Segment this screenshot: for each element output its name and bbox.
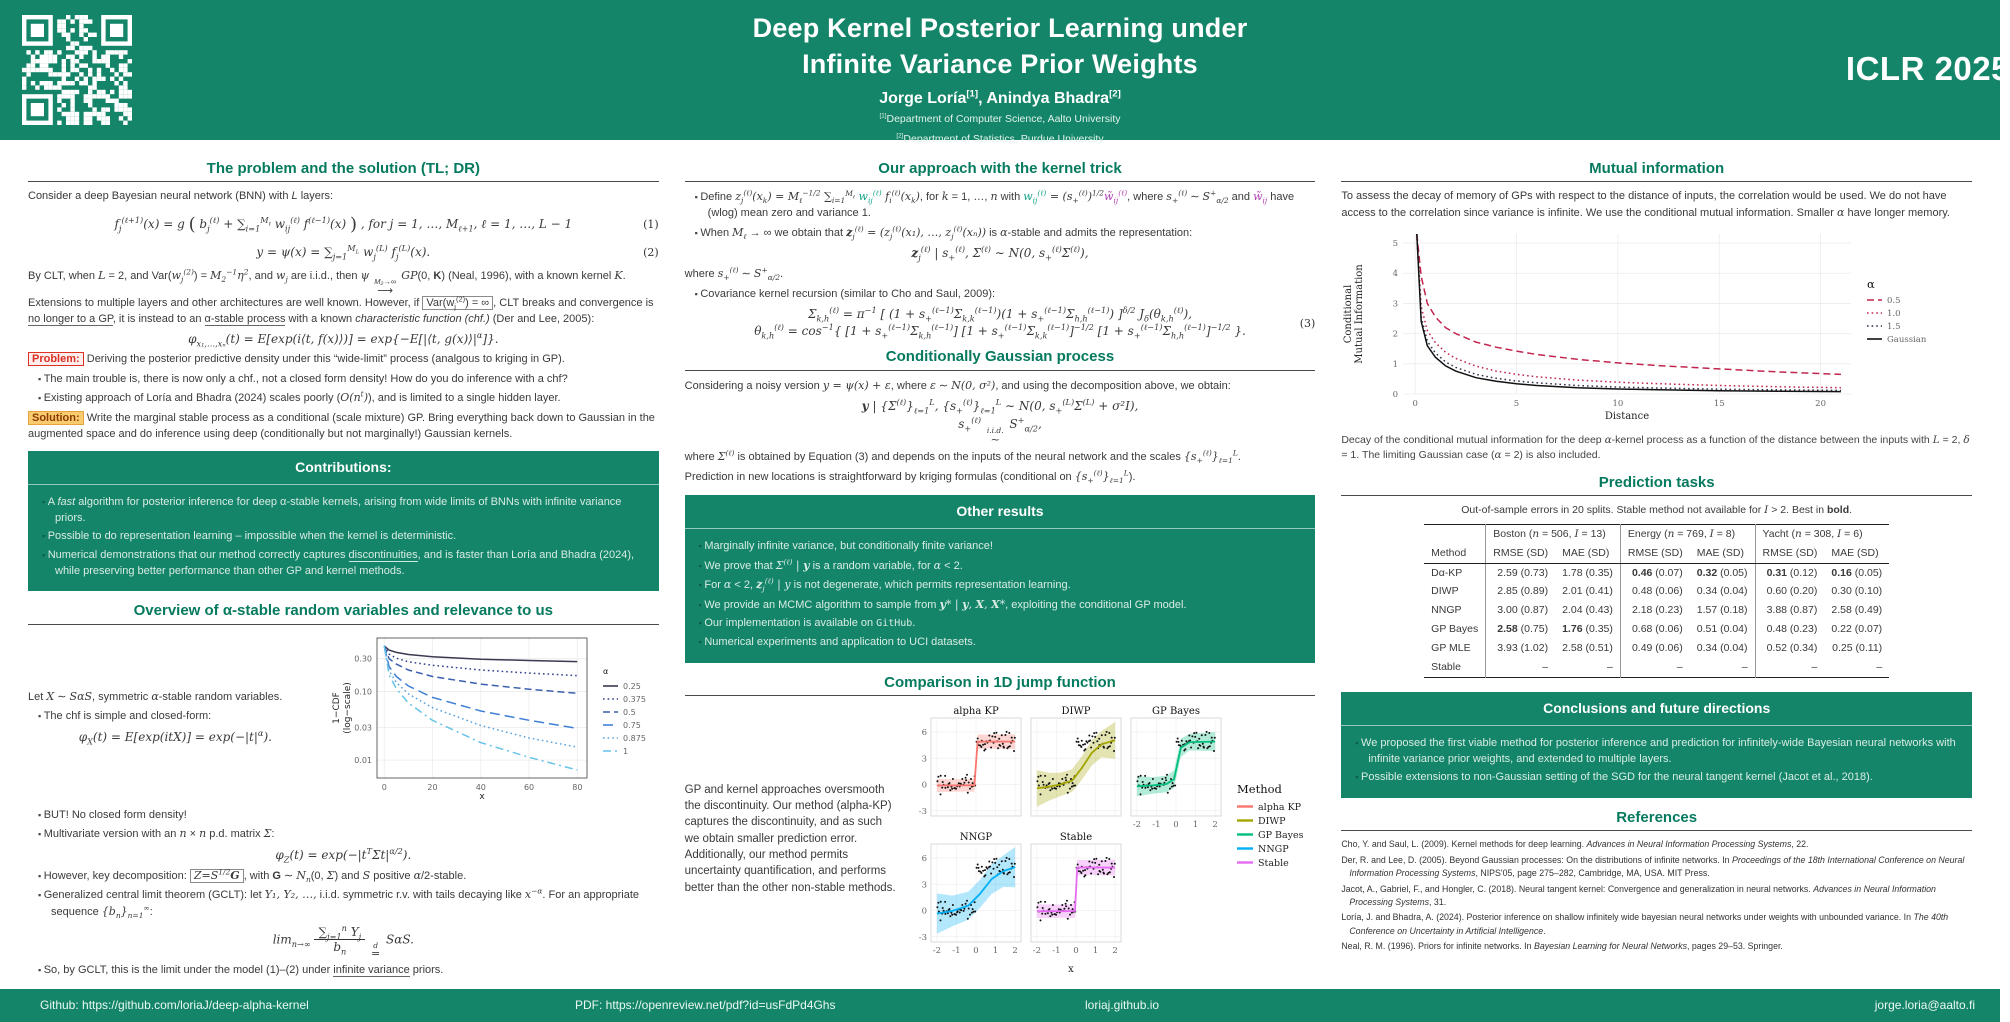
svg-text:1−CDF: 1−CDF — [331, 691, 342, 724]
poster-title-line1: Deep Kernel Posterior Learning under — [752, 13, 1248, 43]
email-link[interactable]: jorge.loria@aalto.fi — [1874, 998, 1975, 1013]
svg-text:20: 20 — [427, 782, 438, 792]
contributions-bullets — [28, 485, 659, 591]
conclusions-box — [1341, 692, 1972, 798]
sas-bullet-decomposition: ▪ However, key decomposition: $Z=S^{1/2}G$ , with G ∼ $N_n(0$, Σ) and S positive α/2-stable. — [38, 868, 659, 885]
divider — [685, 370, 1316, 371]
other-results-box — [685, 495, 1316, 663]
svg-text:4: 4 — [1392, 268, 1399, 279]
sas-bullet-limit: ▪ So, by GCLT, this is the limit under the model (1)–(2) under infinite variance priors. — [38, 963, 659, 979]
sas-bullets-bottom3 — [38, 963, 659, 979]
svg-text:-1: -1 — [952, 945, 961, 956]
svg-text:alpha KP: alpha KP — [1258, 801, 1302, 813]
other-result-bullet: ▪ For α < 2, $z_j^{(\ell)}$ | y is not degenerate, which permits representation learning. — [699, 577, 1302, 594]
equation-1 — [28, 212, 659, 238]
section-title-jump: Comparison in 1D jump function — [884, 673, 1116, 691]
equation-3-line2: $\theta_{k,h}^{(\ell)} = \cos^{-1}${ $[1 + s_+^{(\ell-1)}\Sigma_{k,h}^{(\ell-1)}]$ $[1 + s_+^{(\ell-1)}\Sigma_{k,k}^{(\ell-1)}]^{-1/2}$ $[1 + s_+^{(\ell-1)}\Sigma_{h,h}^{(\ell-1)}]^{-1/2}$ }. — [754, 322, 1246, 341]
equation-2 — [28, 244, 659, 261]
github-link[interactable]: Github: https://github.com/loriaJ/deep-alpha-kernel — [40, 998, 309, 1013]
mutual-information-chart — [1341, 226, 1951, 424]
cg-equation-b: $s_+^{(\ell)}$ i.i.d. ~ $S^+_{\alpha/2}$, — [958, 415, 1042, 446]
sas-chf-equation: $\varphi_X(t) = E[\exp(itX)] = \exp(-|t|^\alpha)$. — [78, 728, 272, 747]
representation-equation: $z_j^{(\ell)}$ | $s_+^{(\ell)}$, $\Sigma^{(\ell)}$ ∼ N(0, $s_+^{(\ell)}\Sigma^{(\ell)}$), — [911, 244, 1089, 263]
divider — [1341, 181, 1972, 182]
svg-text:Conditional: Conditional — [1343, 284, 1355, 343]
gclt-equation: $\lim_{n\to\infty}$ $\frac{\sum_{j=1}^n Y_j}{b_n}$ d = SαS. — [272, 922, 414, 961]
sas-bullets-bottom — [38, 808, 659, 843]
kernel-bullets — [695, 189, 1316, 241]
svg-text:0.10: 0.10 — [353, 686, 372, 696]
sas-bullets-bottom2 — [38, 868, 659, 921]
svg-text:6: 6 — [921, 727, 928, 738]
svg-text:60: 60 — [523, 782, 534, 792]
other-result-bullet: ▪ We provide an MCMC algorithm to sample from y* | y, X, X*, exploiting the conditional GP model. — [699, 597, 1302, 614]
svg-text:1: 1 — [1193, 819, 1199, 830]
svg-text:1.0: 1.0 — [1887, 308, 1901, 319]
jump-description: GP and kernel approaches oversmooth the discontinuity. Our method (alpha-KP) captures the discontinuity, and as such we obtain smaller prediction error. Additionally, our method permits uncertainty quantification, and performs better than the other non-stable methods. — [684, 783, 896, 894]
footer-bar — [0, 989, 2000, 1022]
svg-text:GP Bayes: GP Bayes — [1152, 705, 1201, 717]
pdf-link[interactable]: PDF: https://openreview.net/pdf?id=usFdPd4Ghs — [575, 998, 836, 1013]
other-result-bullet: ▪ Numerical experiments and application to UCI datasets. — [699, 635, 1302, 651]
intro-text: Consider a deep Bayesian neural network (BNN) with L layers: — [28, 190, 334, 203]
equation-3-number: (3) — [1299, 316, 1316, 330]
svg-text:Gaussian: Gaussian — [1887, 334, 1927, 345]
sas-bullet-chf: ▪ The chf is simple and closed-form: — [38, 709, 323, 725]
multivariate-equation: $\varphi_Z(t) = \exp(-|t^T\Sigma t|^{\alpha/2})$. — [275, 845, 412, 865]
svg-text:1: 1 — [1392, 359, 1399, 370]
svg-text:alpha KP: alpha KP — [953, 705, 999, 717]
mi-paragraph: To assess the decay of memory of GPs with respect to the distance of inputs, the correlation would be used. We do not have access to the correlation since variance is infinite. We use the conditional mutual information. Smaller α have longer memory. — [1341, 190, 1950, 219]
svg-text:0.01: 0.01 — [353, 755, 372, 765]
svg-text:-3: -3 — [919, 932, 928, 943]
svg-text:-2: -2 — [1133, 819, 1142, 830]
svg-text:1: 1 — [993, 945, 999, 956]
svg-text:-1: -1 — [1052, 945, 1061, 956]
problem-text: Deriving the posterior predictive density under this “wide-limit” process (analgous to kriging in GP). — [86, 353, 565, 366]
other-result-bullet: ▪ Marginally infinite variance, but conditionally finite variance! — [699, 539, 1302, 555]
column-3 — [1341, 152, 1972, 983]
svg-text:0.875: 0.875 — [622, 733, 646, 743]
sas-bullet-density: ▪ BUT! No closed form density! — [38, 808, 659, 824]
svg-text:Stable: Stable — [1060, 831, 1093, 843]
svg-text:80: 80 — [571, 782, 583, 792]
svg-text:α: α — [1867, 276, 1876, 291]
section-title-cond-gaussian: Conditionally Gaussian process — [885, 348, 1115, 366]
alpha-stable-text — [28, 685, 323, 750]
svg-text:0.30: 0.30 — [353, 654, 372, 664]
svg-text:Distance: Distance — [1605, 410, 1650, 422]
chf-equation: $\varphi_{x_1,\dots,x_n}(t)$ = E[exp(i⟨t, f(x)⟩)] = exp{−E[|⟨t, $g(x)⟩|^\alpha$]}. — [188, 330, 499, 349]
svg-text:3: 3 — [921, 754, 928, 765]
svg-text:3: 3 — [921, 880, 928, 891]
sas-bullet-multivariate: ▪ Multivariate version with an n × n p.d. matrix Σ: — [38, 826, 659, 843]
other-result-bullet: ▪ We prove that $\Sigma^{(\ell)}$ | y is a random variable, for α < 2. — [699, 558, 1302, 575]
sas-bullets-top — [38, 709, 323, 725]
equation-2-number: (2) — [643, 246, 659, 260]
svg-text:0.5: 0.5 — [622, 707, 636, 717]
lab-site-link[interactable]: loriaj.github.io — [1085, 998, 1160, 1013]
affiliation-1: [1]Department of Computer Science, Aalto University — [879, 112, 1121, 125]
authors: Jorge Loría[1], Anindya Bhadra[2] — [879, 88, 1121, 107]
divider — [28, 624, 659, 625]
section-title-kernel-trick: Our approach with the kernel trick — [878, 160, 1122, 177]
divider — [685, 181, 1316, 182]
svg-text:0: 0 — [1412, 398, 1419, 409]
problem-bullet: ▪ Existing approach of Loría and Bhadra (2024) scales poorly $(O(n^t))$, and is limited to a single hidden layer. — [38, 390, 659, 407]
kernel-bullets2 — [695, 287, 1316, 303]
section-title-alpha-stable: Overview of α-stable random variables and relevance to us — [133, 602, 554, 620]
svg-text:20: 20 — [1815, 398, 1827, 409]
reference-item: Loría, J. and Bhadra, A. (2024). Posterior inference on shallow infinitely wide bayesian neural networks under weights with unbounded variance. In The 40th Conference on Uncertainty in Artificial Intelligence. — [1341, 912, 1949, 936]
svg-text:DIWP: DIWP — [1061, 705, 1091, 717]
conclusions-bullets — [1341, 726, 1972, 798]
svg-text:0.25: 0.25 — [622, 681, 641, 691]
svg-text:NNGP: NNGP — [1258, 843, 1289, 855]
equation-2-body: $y = \psi(x) = \sum_{j=1}^{M_L}$ $w_j^{(L)}$ $f_j^{(L)}(x)$. — [256, 243, 431, 262]
equation-3-body — [711, 306, 1290, 340]
svg-text:DIWP: DIWP — [1258, 815, 1286, 827]
svg-text:0.03: 0.03 — [353, 722, 372, 732]
prediction-table: Boston (n = 506, I = 13) Energy (n = 769, I = 8) Yacht (n = 308, I = 6) Method RMSE (SD) MAE (SD) RMSE (SD) MAE (SD) RMSE (SD) MAE (SD) Dα-KP 2.59 (0.73) 1.78 (0.35) 0.46 (0.07) 0.32 (0.05) 0.31 (0.12) 0.16 (0.05) DIWP 2.85 (0.89) 2.01 (0.41) 0.48 (0.06) 0.34 (0.04) 0.60 (0.20) 0.30 (0.10) NNGP 3.00 (0.87) 2.04 (0.43) 2.18 (0.23) 1.57 (0.18) 3.88 (0.87) 2.58 (0.49) GP Bayes 2.58 (0.75) 1.76 (0.35) 0.68 (0.06) 0.51 (0.04) 0.48 (0.23) 0.22 (0.07) GP MLE 3.93 (1.02) 2.58 (0.51) 0.49 (0.06) 0.34 (0.04) 0.52 (0.34) 0.25 (0.11) Stable – – – – – – — [1424, 524, 1889, 678]
kernel-bullet-recursion: ▪ Covariance kernel recursion (similar to Cho and Saul, 2009): — [695, 287, 1316, 303]
section-title-mutual-info: Mutual information — [1589, 160, 1725, 177]
jump-row — [685, 703, 1316, 975]
problem-label: Problem: — [28, 352, 84, 366]
contributions-title: Contributions: — [28, 451, 659, 485]
alpha-stable-row — [28, 632, 659, 804]
svg-text:0: 0 — [381, 782, 387, 792]
cg-paragraph-1: where $\Sigma^{(\ell)}$ is obtained by Equation (3) and depends on the inputs of the neural network and the scales $\{s_+^{(\ell)}\}_{\ell=1}^L$. — [684, 448, 1241, 466]
mi-caption: Decay of the conditional mutual information for the deep α-kernel process as a function of the distance between the inputs with L = 2, δ = 1. The limiting Gaussian case (α = 2) is also included. — [1341, 434, 1970, 462]
svg-text:10: 10 — [1612, 398, 1624, 409]
equation-3-line1: $\Sigma_{k,h}^{(\ell)} = \pi^{-1}$ [ $(1 + s_+^{(\ell-1)}\Sigma_{k,k}^{(\ell-1)})(1 + s_+^{(\ell-1)}\Sigma_{h,h}^{(\ell-1)})$ ]$^{\delta/2}$ $J_\delta(\theta_{k,h}^{(\ell)})$, — [808, 305, 1192, 324]
svg-text:5: 5 — [1392, 238, 1399, 249]
svg-text:0: 0 — [1392, 389, 1399, 400]
contributions-box — [28, 451, 659, 591]
equation-1-number: (1) — [643, 217, 659, 231]
svg-text:2: 2 — [1112, 945, 1119, 956]
svg-text:-3: -3 — [919, 806, 928, 817]
svg-text:NNGP: NNGP — [960, 831, 993, 843]
reference-item: Neal, R. M. (1996). Priors for infinite networks. In Bayesian Learning for Neural Networks, pages 29–53. Springer. — [1341, 941, 1783, 952]
solution-statement — [28, 411, 659, 442]
svg-text:Stable: Stable — [1258, 857, 1290, 869]
cg-paragraph-2: Prediction in new locations is straightforward by kriging formulas (conditional on $\{s_+^{(\ell)}\}_{\ell=1}^L$). — [684, 468, 1136, 486]
equation-1-body: $f_j^{(\ell+1)}(x) = g$ ( $b_j^{(\ell)} + \sum_{i=1}^{M_\ell}$ $w_{ij}^{(\ell)}$ $f^{(\ell-1)}(x)$ ) , for j = 1, …, $M_{\ell+1}$, ℓ = 1, …, L − 1 — [114, 213, 573, 235]
other-results-bullets — [685, 529, 1316, 663]
conference-logo: ICLR 2025 — [1845, 50, 2010, 87]
svg-text:α: α — [602, 666, 608, 676]
header-text — [0, 10, 2000, 147]
svg-text:6: 6 — [921, 853, 928, 864]
svg-text:2: 2 — [1212, 819, 1219, 830]
problem-bullets — [38, 372, 659, 407]
svg-text:0: 0 — [1073, 945, 1080, 956]
svg-text:x: x — [1068, 963, 1075, 975]
contribution-bullet: ▪ Possible to do representation learning – impossible when the kernel is deterministic. — [42, 529, 645, 545]
where-scales: where $s_+^{(\ell)}$ ∼ $S^+_{\alpha/2}$. — [684, 265, 784, 283]
table-caption: Out-of-sample errors in 20 splits. Stable method not available for I > 2. Best in bold. — [1461, 503, 1853, 516]
problem-statement — [28, 352, 659, 368]
kernel-bullet-define: ▪ Define $z_j^{(\ell)}(x_k) = M_\ell^{-1/2}$ $\sum_{i=1}^{M_\ell}$ $w_{ij}^{(\ell)}$ $f_i^{(\ell)}(x_k)$, for k = 1, …, n with $w_{ij}^{(\ell)}$ = $(s_+^{(\ell)})^{1/2}w̃_{ij}^{(\ell)}$, where $s_+^{(\ell)}$ ∼ $S^+_{\alpha/2}$ and $w̃_{ij}$ have (wlog) mean zero and variance 1. — [695, 189, 1316, 221]
svg-text:-2: -2 — [933, 945, 942, 956]
cg-intro: Considering a noisy version y = ψ(x) + ε, where ε ∼ N(0, σ²), and using the decomposition above, we obtain: — [684, 378, 1231, 392]
section-title-problem: The problem and the solution (TL; DR) — [206, 160, 480, 177]
divider — [28, 181, 659, 182]
divider — [1341, 830, 1972, 831]
svg-text:0: 0 — [921, 906, 928, 917]
contribution-bullet: ▪ A fast algorithm for posterior inference for deep α-stable kernels, arising from wide limits of BNNs with infinite variance priors. — [42, 495, 645, 526]
cg-equation-a: y | $\{\Sigma^{(\ell)}\}_{\ell=1}^L$, $\{s_+^{(\ell)}\}_{\ell=1}^L$ ∼ N(0, $s_+^{(L)}\Sigma^{(L)} + \sigma^2I$), — [861, 397, 1139, 416]
svg-text:Method: Method — [1237, 781, 1283, 796]
column-1 — [28, 152, 659, 983]
section-title-prediction: Prediction tasks — [1598, 473, 1715, 491]
svg-text:-2: -2 — [1033, 945, 1042, 956]
equation-3 — [685, 306, 1316, 340]
kernel-bullet-limit: ▪ When $M_\ell$ → ∞ we obtain that $z_j^{(\ell)} = (z_j^{(\ell)}(x_1)$, …, $z_j^{(\ell)}(x_n)$) is α-stable and admits the representation: — [695, 225, 1316, 242]
clt-paragraph: By CLT, when L = 2, and $Var(w_j^{(2)}) = M_2^{-1}\eta^2$, and $w_j$ are i.i.d., then ψ M₂→∞ ⟶ GP(0, K) (Neal, 1996), with a known kernel K. Extensions to multiple layers and other architectures are well known. However, if $Var(w_j^{(2)})$ = ∞ , CLT breaks and convergence is no longer to a GP, it is instead to an α-stable process with a known characteristic function (chf.) (Der and Lee, 2005): — [28, 267, 654, 325]
svg-text:1: 1 — [622, 746, 628, 756]
header-banner — [0, 0, 2010, 145]
svg-text:3: 3 — [1392, 298, 1399, 309]
svg-text:Mutual Information: Mutual Information — [1354, 263, 1366, 364]
svg-text:1.5: 1.5 — [1887, 321, 1901, 332]
affiliation-2: [2]Department of Statistics, Purdue University — [896, 132, 1104, 145]
reference-item: Cho, Y. and Saul, L. (2009). Kernel methods for deep learning. Advances in Neural Information Processing Systems, 22. — [1341, 839, 1809, 850]
reference-list — [1341, 838, 1972, 954]
svg-text:15: 15 — [1714, 398, 1725, 409]
contribution-bullet: ▪ Numerical demonstrations that our method correctly captures discontinuities, and is faster than Loría and Bhadra (2024), while preserving better performance than other GP and kernel methods. — [42, 548, 645, 579]
poster-title-line2: Infinite Variance Prior Weights — [802, 49, 1198, 80]
svg-text:0.5: 0.5 — [1887, 295, 1901, 306]
other-results-title: Other results — [685, 495, 1316, 529]
svg-text:0: 0 — [1173, 819, 1180, 830]
divider — [685, 695, 1316, 696]
svg-text:0.375: 0.375 — [622, 694, 646, 704]
svg-text:x: x — [478, 791, 485, 802]
svg-text:1: 1 — [1093, 945, 1099, 956]
svg-text:0: 0 — [921, 780, 928, 791]
svg-text:2: 2 — [1012, 945, 1019, 956]
svg-text:0: 0 — [973, 945, 980, 956]
svg-text:(log−scale): (log−scale) — [342, 681, 353, 734]
tail-probability-chart — [329, 632, 659, 804]
conclusion-bullet: ▪ We proposed the first viable method for posterior inference and prediction for infinitely-wide Bayesian neural networks with infinite variance prior weights, and extended to multiple layers. — [1355, 736, 1958, 767]
conclusions-title: Conclusions and future directions — [1341, 692, 1972, 726]
conclusion-bullet: ▪ Possible extensions to non-Gaussian setting of the SGD for the neural tangent kernel (Jacot et al., 2018). — [1355, 770, 1958, 786]
divider — [1341, 495, 1972, 496]
reference-item: Jacot, A., Gabriel, F., and Hongler, C. (2018). Neural tangent kernel: Convergence and generalization in neural networks. Advances in Neural Information Processing Systems, 31. — [1341, 883, 1936, 907]
sas-bullet-gclt: ▪ Generalized central limit theorem (GCLT): let Y₁, Y₂, …, i.i.d. symmetric r.v. with tails decaying like $x^{-\alpha}$. For an appropriate sequence $\{b_n\}_{n=1}^\infty$: — [38, 887, 659, 920]
column-2 — [685, 152, 1316, 983]
svg-text:GP Bayes: GP Bayes — [1258, 829, 1304, 841]
svg-text:5: 5 — [1514, 398, 1520, 409]
poster-body — [0, 140, 2000, 989]
jump-function-chart — [903, 703, 1315, 975]
svg-text:2: 2 — [1392, 329, 1399, 340]
other-result-bullet: ▪ Our implementation is available on GitHub. — [699, 616, 1302, 632]
section-title-references: References — [1616, 808, 1698, 826]
svg-text:40: 40 — [475, 782, 486, 792]
sas-lead: Let X ∼ SαS, symmetric α-stable random variables. — [28, 689, 283, 703]
solution-text: Write the marginal stable process as a conditional (scale mixture) GP. Bring everything back down to Gaussian in the augmented space and do inference using deep (conditionally but not marginally!) Gaussian kernels. — [28, 412, 655, 440]
solution-label: Solution: — [28, 411, 84, 425]
reference-item: Der, R. and Lee, D. (2005). Beyond Gaussian processes: On the distributions of infinite networks. In Proceedings of the 18th International Conference on Neural Information Processing Systems, NIPS'05, page 275–282, Cambridge, MA, USA. MIT Press. — [1341, 854, 1965, 878]
svg-text:0.75: 0.75 — [622, 720, 641, 730]
svg-text:-1: -1 — [1152, 819, 1161, 830]
problem-bullet: ▪ The main trouble is, there is now only a chf., not a closed form density! How do you do inference with a chf? — [38, 372, 659, 388]
